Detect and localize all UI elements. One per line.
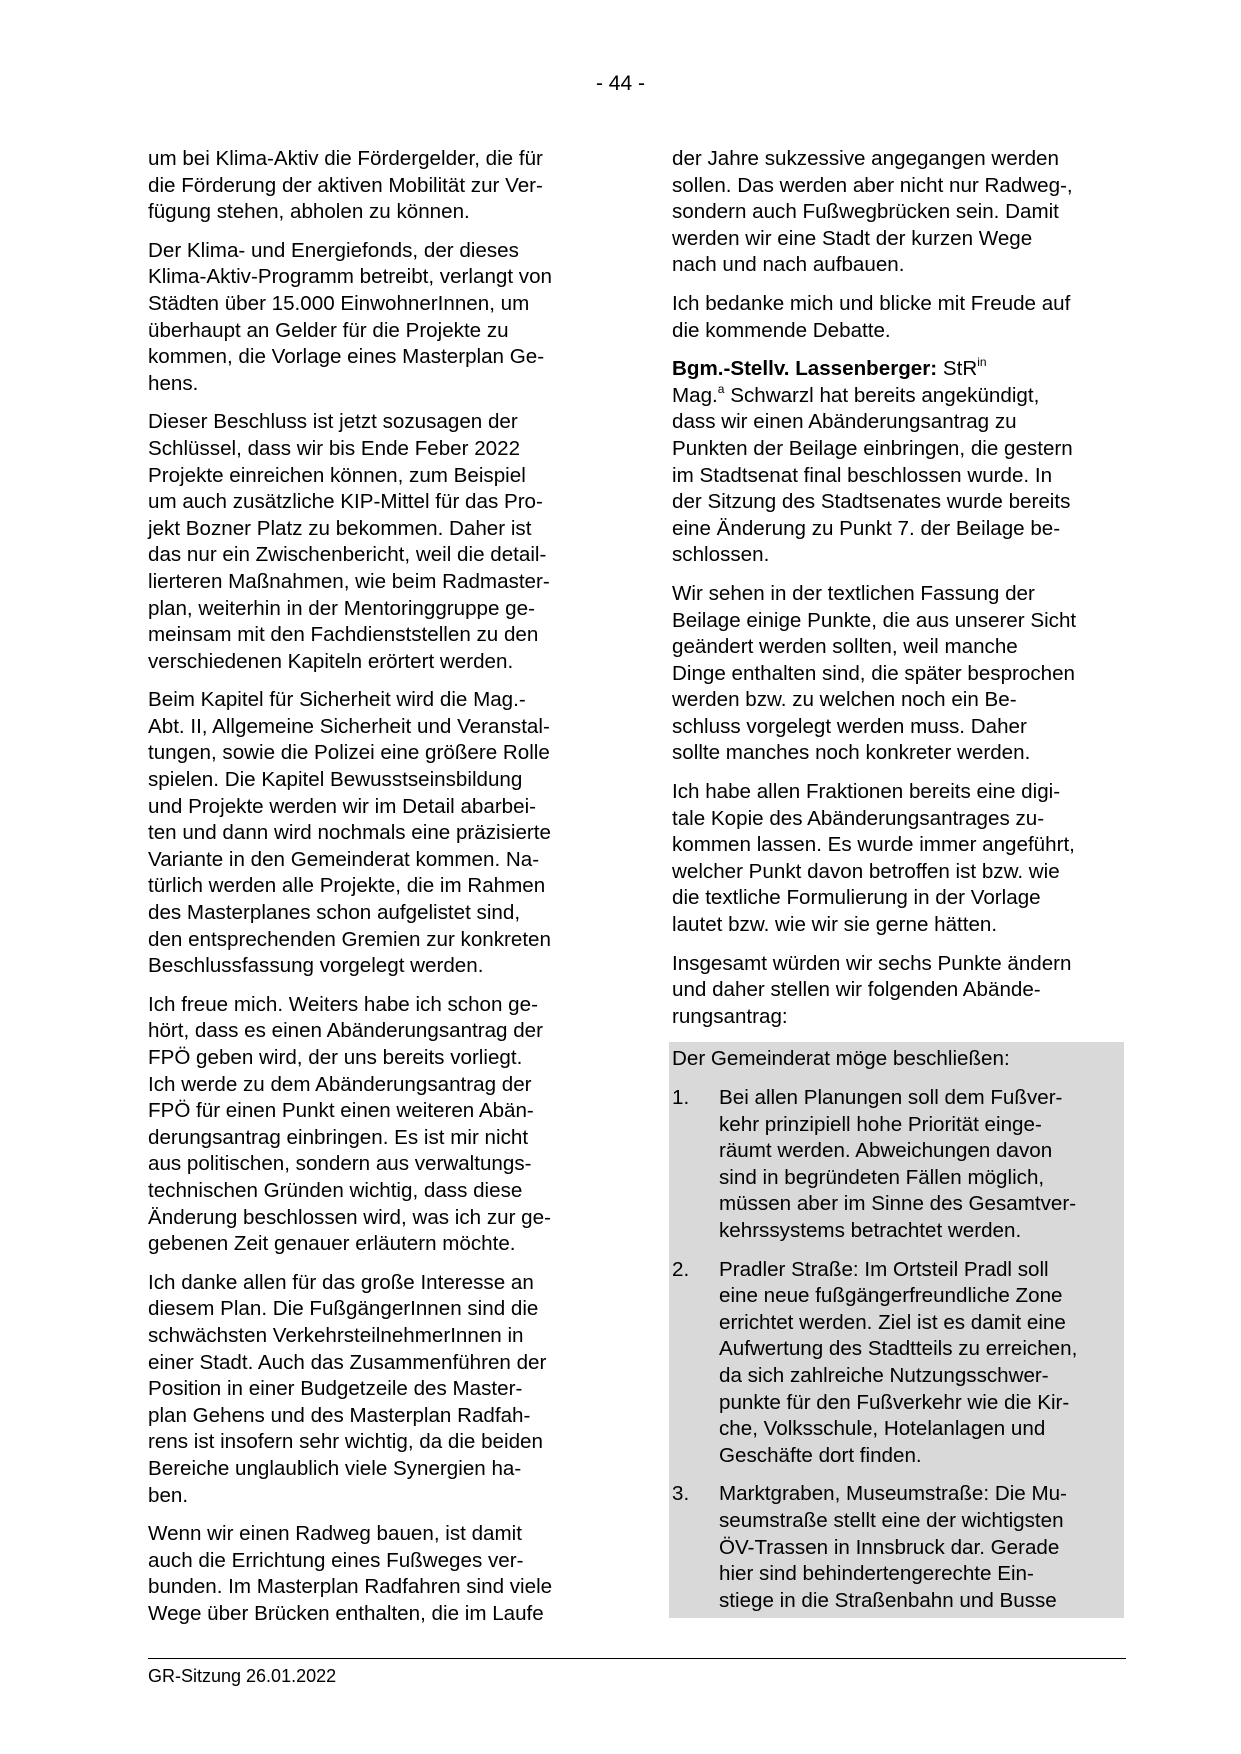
text-line: rens ist insofern sehr wichtig, da die beiden: [148, 1430, 543, 1454]
text-line: und Projekte werden wir im Detail abarbei-: [148, 794, 537, 818]
motion-item: [672, 1257, 1120, 1470]
text-line: gebenen Zeit genauer erläutern möchte.: [148, 1232, 516, 1256]
speaker-lines: [672, 409, 1132, 569]
text-line: Projekte einreichen können, zum Beispiel: [148, 463, 526, 487]
text-line: fügung stehen, abholen zu können.: [148, 200, 470, 224]
right-column: [672, 146, 1132, 1618]
text-line: Abt. II, Allgemeine Sicherheit und Veranstal-: [148, 714, 550, 738]
right-paragraph: [672, 779, 1132, 939]
left-paragraph: [148, 992, 618, 1258]
motion-item-number: 2.: [672, 1257, 690, 1281]
text-line: meinsam mit den Fachdienststellen zu den: [148, 623, 539, 647]
text-line: plan Gehens und des Masterplan Radfah-: [148, 1403, 531, 1427]
text-line: sollte manches noch konkreter werden.: [672, 741, 1031, 765]
text-line: spielen. Die Kapitel Bewusstseinsbildung: [148, 768, 523, 792]
text-line: tale Kopie des Abänderungsantrages zu-: [672, 806, 1045, 830]
text-line: schluss vorgelegt werden muss. Daher: [672, 714, 1027, 738]
text-line: um bei Klima-Aktiv die Fördergelder, die für: [148, 147, 543, 170]
text-line: Der Klima- und Energiefonds, der dieses: [148, 238, 519, 262]
text-line: kommen lassen. Es wurde immer angeführt,: [672, 833, 1075, 857]
text-line: die textliche Formulierung in der Vorlage: [672, 886, 1041, 910]
text-line: einer Stadt. Auch das Zusammenführen der: [148, 1350, 547, 1374]
text-line: errichtet werden. Ziel ist es damit eine: [719, 1310, 1066, 1334]
text-line: Dieser Beschluss ist jetzt sozusagen der: [148, 410, 518, 434]
text-line: Klima-Aktiv-Programm betreibt, verlangt von: [148, 265, 553, 289]
text-line: hier sind behindertengerechte Ein-: [719, 1562, 1034, 1586]
text-line: ben.: [148, 1483, 189, 1507]
text-line: räumt werden. Abweichungen davon: [719, 1139, 1053, 1163]
text-line: da sich zahlreiche Nutzungsschwer-: [719, 1363, 1049, 1387]
motion-item: [672, 1481, 1120, 1614]
motion-item-number: 1.: [672, 1086, 690, 1109]
text-line: des Masterplanes schon aufgelistet sind,: [148, 901, 521, 925]
text-line: Geschäfte dort finden.: [719, 1443, 922, 1467]
text-line: che, Volksschule, Hotelanlagen und: [719, 1417, 1046, 1441]
motion-item: [672, 1085, 1120, 1245]
text-line: lierteren Maßnahmen, wie beim Radmaster-: [148, 569, 550, 593]
text-line: die Förderung der aktiven Mobilität zur Ver-: [148, 173, 543, 197]
text-line: Beilage einige Punkte, die aus unserer Sicht: [672, 608, 1077, 632]
text-line: sind in begründeten Fällen möglich,: [719, 1165, 1045, 1189]
text-line: hört, dass es einen Abänderungsantrag der: [148, 1019, 543, 1043]
text-line: Position in einer Budgetzeile des Master-: [148, 1377, 523, 1401]
text-line: Wir sehen in der textlichen Fassung der: [672, 581, 1035, 605]
text-line: Ich danke allen für das große Interesse an: [148, 1270, 534, 1294]
text-line: kehrssystems betrachtet werden.: [719, 1218, 1022, 1242]
text-line: lautet bzw. wie wir sie gerne hätten.: [672, 913, 998, 937]
motion-item-text: [719, 1481, 1067, 1614]
text-line: welcher Punkt davon betroffen ist bzw. wie: [672, 859, 1060, 883]
text-line: der Sitzung des Stadtsenates wurde bereits: [672, 490, 1071, 514]
text-line: dass wir einen Abänderungsantrag zu: [672, 410, 1017, 434]
text-line: verschiedenen Kapiteln erörtert werden.: [148, 649, 514, 673]
left-paragraph: [148, 238, 618, 398]
text-line: werden bzw. zu welchen noch ein Be-: [672, 688, 1017, 712]
text-line: die kommende Debatte.: [672, 318, 891, 342]
text-line: ÖV-Trassen in Innsbruck dar. Gerade: [719, 1535, 1060, 1559]
text-line: diesem Plan. Die FußgängerInnen sind die: [148, 1297, 539, 1321]
text-line: Variante in den Gemeinderat kommen. Na-: [148, 847, 540, 871]
text-line: aus politischen, sondern aus verwaltungs-: [148, 1152, 532, 1176]
speaker-mag-sup: a: [717, 381, 725, 396]
text-line: ten und dann wird nochmals eine präzisierte: [148, 821, 551, 845]
text-line: Bereiche unglaublich viele Synergien ha-: [148, 1456, 522, 1480]
left-paragraph: [148, 409, 618, 675]
text-line: Beim Kapitel für Sicherheit wird die Mag.-: [148, 688, 526, 712]
text-line: im Stadtsenat final beschlossen wurde. In: [672, 463, 1053, 487]
text-line: kehr prinzipiell hohe Priorität einge-: [719, 1112, 1042, 1136]
text-line: eine neue fußgängerfreundliche Zone: [719, 1284, 1063, 1308]
text-line: Pradler Straße: Im Ortsteil Pradl soll: [719, 1257, 1049, 1281]
text-line: werden wir eine Stadt der kurzen Wege: [672, 226, 1033, 250]
text-line: Wege über Brücken enthalten, die im Laufe: [148, 1601, 544, 1625]
left-paragraph: [148, 1521, 618, 1627]
speaker-paragraph: [672, 356, 1132, 569]
left-column: [148, 146, 618, 1639]
speaker-text-line: [672, 383, 1132, 410]
text-line: und daher stellen wir folgenden Abände-: [672, 978, 1041, 1002]
left-paragraph: [148, 146, 618, 226]
text-line: jekt Bozner Platz zu bekommen. Daher ist: [148, 516, 532, 540]
text-line: Ich habe allen Fraktionen bereits eine digi-: [672, 780, 1061, 804]
text-line: der Jahre sukzessive angegangen werden: [672, 147, 1059, 170]
speaker-line1-text: Schwarzl hat bereits angekündigt,: [724, 383, 1040, 407]
right-paragraphs-after: [672, 581, 1132, 1031]
text-line: sondern auch Fußwegbrücken sein. Damit: [672, 200, 1059, 224]
right-paragraphs-before: [672, 146, 1132, 344]
motion-item-text: [719, 1085, 1076, 1245]
text-line: schlossen.: [672, 543, 770, 567]
right-paragraph: [672, 146, 1132, 279]
right-paragraph: [672, 951, 1132, 1031]
text-line: derungsantrag einbringen. Es ist mir nicht: [148, 1125, 529, 1149]
text-line: FPÖ für einen Punkt einen weiteren Abän-: [148, 1099, 534, 1123]
text-line: kommen, die Vorlage eines Masterplan Ge-: [148, 345, 545, 369]
speaker-title-sup: in: [977, 355, 987, 370]
text-line: eine Änderung zu Punkt 7. der Beilage be-: [672, 516, 1061, 540]
text-line: Beschlussfassung vorgelegt werden.: [148, 954, 484, 978]
text-line: Änderung beschlossen wird, was ich zur ge-: [148, 1205, 551, 1229]
text-line: nach und nach aufbauen.: [672, 253, 905, 277]
text-line: Aufwertung des Stadtteils zu erreichen,: [719, 1337, 1078, 1361]
text-line: tungen, sowie die Polizei eine größere Rolle: [148, 741, 550, 765]
text-line: überhaupt an Gelder für die Projekte zu: [148, 318, 509, 342]
text-line: Ich werde zu dem Abänderungsantrag der: [148, 1072, 532, 1096]
text-line: plan, weiterhin in der Mentoringgruppe ge-: [148, 596, 535, 620]
text-line: Dinge enthalten sind, die später besprochen: [672, 661, 1075, 685]
text-line: Insgesamt würden wir sechs Punkte ändern: [672, 951, 1072, 975]
speaker-name: Bgm.-Stellv. Lassenberger:: [672, 357, 938, 381]
left-paragraph: [148, 1270, 618, 1509]
text-line: Städten über 15.000 EinwohnerInnen, um: [148, 291, 530, 315]
text-line: Ich bedanke mich und blicke mit Freude auf: [672, 291, 1071, 315]
footer-text: GR-Sitzung 26.01.2022: [148, 1666, 337, 1686]
motion-heading: Der Gemeinderat möge beschließen:: [672, 1047, 1010, 1071]
text-line: Ich freue mich. Weiters habe ich schon ge-: [148, 992, 538, 1016]
speaker-line: [672, 356, 1132, 383]
footer-divider: [148, 1658, 1126, 1659]
text-line: bunden. Im Masterplan Radfahren sind viele: [148, 1575, 553, 1599]
right-paragraph: [672, 291, 1132, 344]
motion-item-number: 3.: [672, 1482, 690, 1506]
motion-box: [669, 1042, 1124, 1618]
text-line: Schlüssel, dass wir bis Ende Feber 2022: [148, 436, 521, 460]
left-paragraph: [148, 687, 618, 980]
speaker-mag: Mag.: [672, 383, 718, 407]
text-line: den entsprechenden Gremien zur konkreten: [148, 927, 551, 951]
text-line: Wenn wir einen Radweg bauen, ist damit: [148, 1522, 522, 1546]
text-line: um auch zusätzliche KIP-Mittel für das Pro-: [148, 490, 543, 514]
text-line: geändert werden sollten, weil manche: [672, 635, 1018, 659]
text-line: punkte für den Fußverkehr wie die Kir-: [719, 1390, 1070, 1414]
text-line: Bei allen Planungen soll dem Fußver-: [719, 1086, 1063, 1109]
text-line: sollen. Das werden aber nicht nur Radweg-,: [672, 173, 1073, 197]
text-line: seumstraße stellt eine der wichtigsten: [719, 1508, 1064, 1532]
text-line: das nur ein Zwischenbericht, weil die detail-: [148, 543, 547, 567]
text-line: türlich werden alle Projekte, die im Rahmen: [148, 874, 546, 898]
motion-item-text: [719, 1257, 1077, 1470]
text-line: Punkten der Beilage einbringen, die gestern: [672, 436, 1073, 460]
text-line: müssen aber im Sinne des Gesamtver-: [719, 1192, 1077, 1216]
text-line: rungsantrag:: [672, 1004, 788, 1028]
text-line: stiege in die Straßenbahn und Busse: [719, 1588, 1057, 1612]
text-line: schwächsten VerkehrsteilnehmerInnen in: [148, 1323, 524, 1347]
text-line: auch die Errichtung eines Fußweges ver-: [148, 1548, 524, 1572]
motion-items: [672, 1085, 1120, 1614]
text-line: technischen Gründen wichtig, dass diese: [148, 1178, 523, 1202]
right-paragraph: [672, 581, 1132, 767]
text-line: hens.: [148, 371, 199, 395]
page-number: - 44 -: [595, 72, 645, 95]
text-line: FPÖ geben wird, der uns bereits vorliegt.: [148, 1046, 523, 1069]
text-line: Marktgraben, Museumstraße: Die Mu-: [719, 1482, 1067, 1506]
speaker-title: StR: [942, 357, 978, 381]
